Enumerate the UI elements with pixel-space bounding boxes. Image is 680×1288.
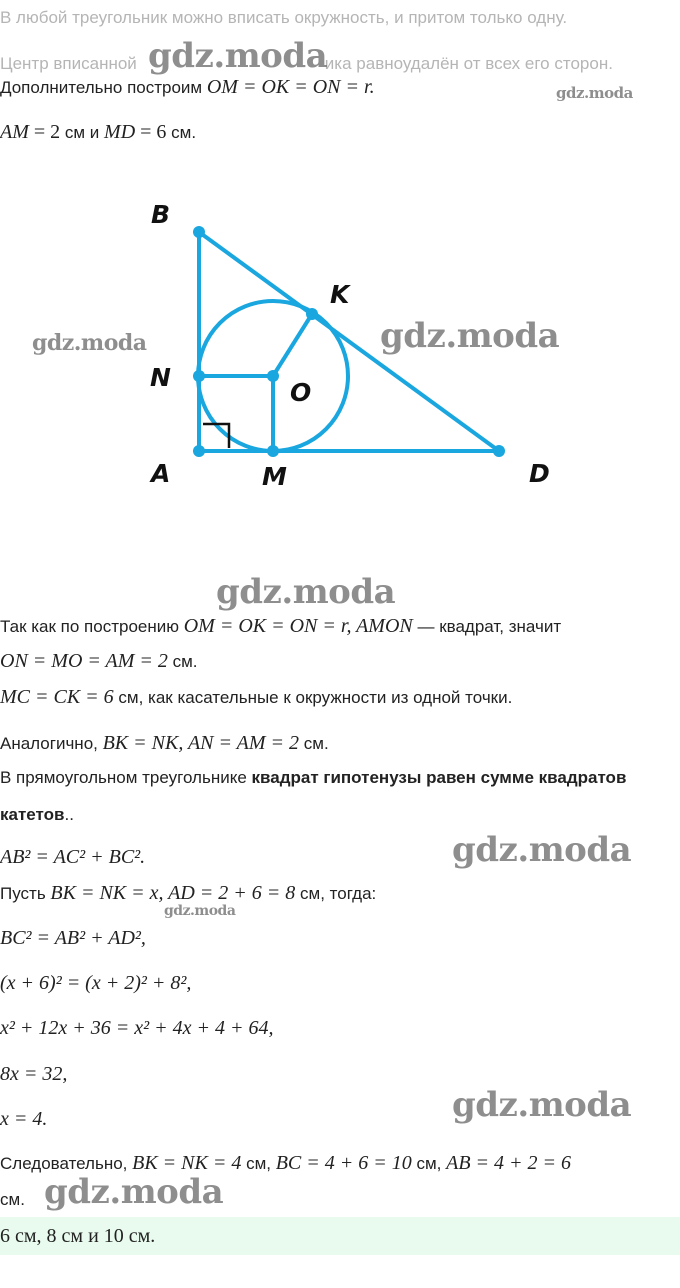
intro-line-2-end: ика равноудалён от всех его сторон. xyxy=(324,54,613,73)
label-k: K xyxy=(330,280,350,309)
given-values: AM = 2 см и MD = 6 см. xyxy=(0,121,197,143)
solution-line-1: Так как по построению OM = OK = ON = r, AMON — квадрат, значит xyxy=(0,615,562,637)
watermark: gdz.moda xyxy=(380,316,560,356)
equation-5: 8x = 32, xyxy=(0,1063,68,1085)
answer-text: 6 см, 8 см и 10 см. xyxy=(0,1225,156,1247)
label-a: A xyxy=(151,459,171,488)
point-o xyxy=(267,370,279,382)
point-n xyxy=(193,370,205,382)
point-a xyxy=(193,445,205,457)
intro-line-3: Дополнительно построим OM = OK = ON = r. xyxy=(0,76,375,98)
watermark: gdz.moda xyxy=(148,36,328,76)
solution-line-7: Пусть BK = NK = x, AD = 2 + 6 = 8 см, тогда: xyxy=(0,882,377,904)
watermark: gdz.moda xyxy=(32,330,147,356)
equation-3: (x + 6)² = (x + 2)² + 8², xyxy=(0,972,192,994)
solution-line-6: катетов.. xyxy=(0,805,74,824)
solution-line-3: MC = CK = 6 см, как касательные к окружности из одной точки. xyxy=(0,686,513,708)
solution-line-8: Следовательно, BK = NK = 4 см, BC = 4 + 6 = 10 см, AB = 4 + 2 = 6 xyxy=(0,1152,572,1174)
solution-line-4: Аналогично, BK = NK, AN = AM = 2 см. xyxy=(0,732,329,754)
label-b: B xyxy=(151,200,171,229)
watermark: gdz.moda xyxy=(164,903,236,919)
equation-2: BC² = AB² + AD², xyxy=(0,927,146,949)
watermark: gdz.moda xyxy=(452,830,632,870)
intro-line-3-math: OM = OK = ON = r. xyxy=(206,76,375,98)
label-o: O xyxy=(290,378,312,407)
label-m: M xyxy=(262,462,287,491)
watermark: gdz.moda xyxy=(44,1172,224,1212)
solution-line-2: ON = MO = AM = 2 см. xyxy=(0,650,198,672)
watermark: gdz.moda xyxy=(216,572,396,612)
point-b xyxy=(193,226,205,238)
equation-1: AB² = AC² + BC². xyxy=(0,846,146,868)
equation-6: x = 4. xyxy=(0,1108,48,1130)
solution-line-5: В прямоугольном треугольнике квадрат гипотенузы равен сумме квадратов xyxy=(0,768,627,787)
intro-line-1: В любой треугольник можно вписать окружность, и притом только одну. xyxy=(0,8,568,27)
solution-line-9: см. xyxy=(0,1190,25,1209)
equation-4: x² + 12x + 36 = x² + 4x + 4 + 64, xyxy=(0,1017,274,1039)
segment-ok xyxy=(273,314,312,376)
watermark: gdz.moda xyxy=(556,84,633,102)
label-d: D xyxy=(529,459,550,488)
intro-line-2-start: Центр вписанной xyxy=(0,54,137,73)
point-m xyxy=(267,445,279,457)
answer-box xyxy=(0,1217,680,1255)
pythagoras-rule: квадрат гипотенузы равен сумме квадратов xyxy=(251,768,627,787)
point-d xyxy=(493,445,505,457)
point-k xyxy=(306,308,318,320)
label-n: N xyxy=(150,363,171,392)
watermark: gdz.moda xyxy=(452,1085,632,1125)
